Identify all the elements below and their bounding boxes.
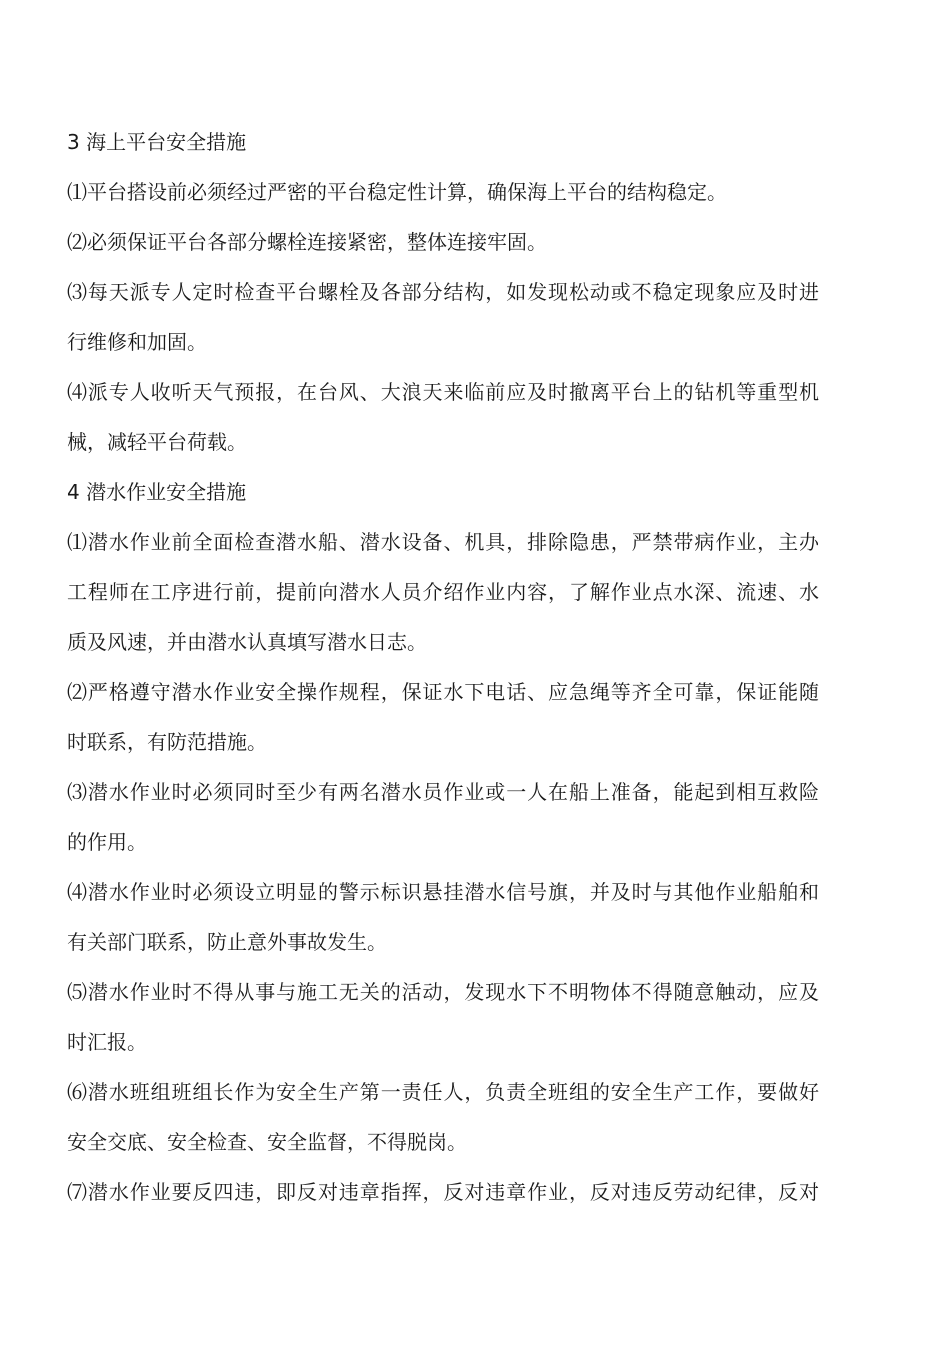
paragraph-line: ⑴平台搭设前必须经过严密的平台稳定性计算，确保海上平台的结构稳定。 — [67, 180, 727, 204]
paragraph-line: 械，减轻平台荷载。 — [67, 430, 247, 454]
document-body — [67, 117, 819, 1217]
paragraph-line: ⑸潜水作业时不得从事与施工无关的活动，发现水下不明物体不得随意触动，应及 — [67, 980, 819, 1004]
section-heading-diving-safety: 4 潜水作业安全措施 — [67, 480, 247, 504]
paragraph-line: 行维修和加固。 — [67, 330, 207, 354]
paragraph-line: ⑹潜水班组班组长作为安全生产第一责任人，负责全班组的安全生产工作，要做好 — [67, 1080, 819, 1104]
paragraph-line: ⑺潜水作业要反四违，即反对违章指挥，反对违章作业，反对违反劳动纪律，反对 — [67, 1180, 819, 1204]
paragraph-line: 有关部门联系，防止意外事故发生。 — [67, 930, 387, 954]
paragraph-line: 时联系，有防范措施。 — [67, 730, 267, 754]
paragraph-line: ⑷潜水作业时必须设立明显的警示标识悬挂潜水信号旗，并及时与其他作业船舶和 — [67, 880, 819, 904]
paragraph-line: ⑶潜水作业时必须同时至少有两名潜水员作业或一人在船上准备，能起到相互救险 — [67, 780, 819, 804]
paragraph-line: 工程师在工序进行前，提前向潜水人员介绍作业内容，了解作业点水深、流速、水 — [67, 580, 819, 604]
paragraph-line: 安全交底、安全检查、安全监督，不得脱岗。 — [67, 1130, 467, 1154]
paragraph-line: 时汇报。 — [67, 1030, 147, 1054]
paragraph-line: ⑵严格遵守潜水作业安全操作规程，保证水下电话、应急绳等齐全可靠，保证能随 — [67, 680, 819, 704]
paragraph-line: 质及风速，并由潜水认真填写潜水日志。 — [67, 630, 427, 654]
paragraph-line: 的作用。 — [67, 830, 147, 854]
paragraph-line: ⑴潜水作业前全面检查潜水船、潜水设备、机具，排除隐患，严禁带病作业，主办 — [67, 530, 819, 554]
paragraph-line: ⑵必须保证平台各部分螺栓连接紧密，整体连接牢固。 — [67, 230, 547, 254]
paragraph-line: ⑷派专人收听天气预报，在台风、大浪天来临前应及时撤离平台上的钻机等重型机 — [67, 380, 819, 404]
section-heading-platform-safety: 3 海上平台安全措施 — [67, 130, 247, 154]
paragraph-line: ⑶每天派专人定时检查平台螺栓及各部分结构，如发现松动或不稳定现象应及时进 — [67, 280, 819, 304]
